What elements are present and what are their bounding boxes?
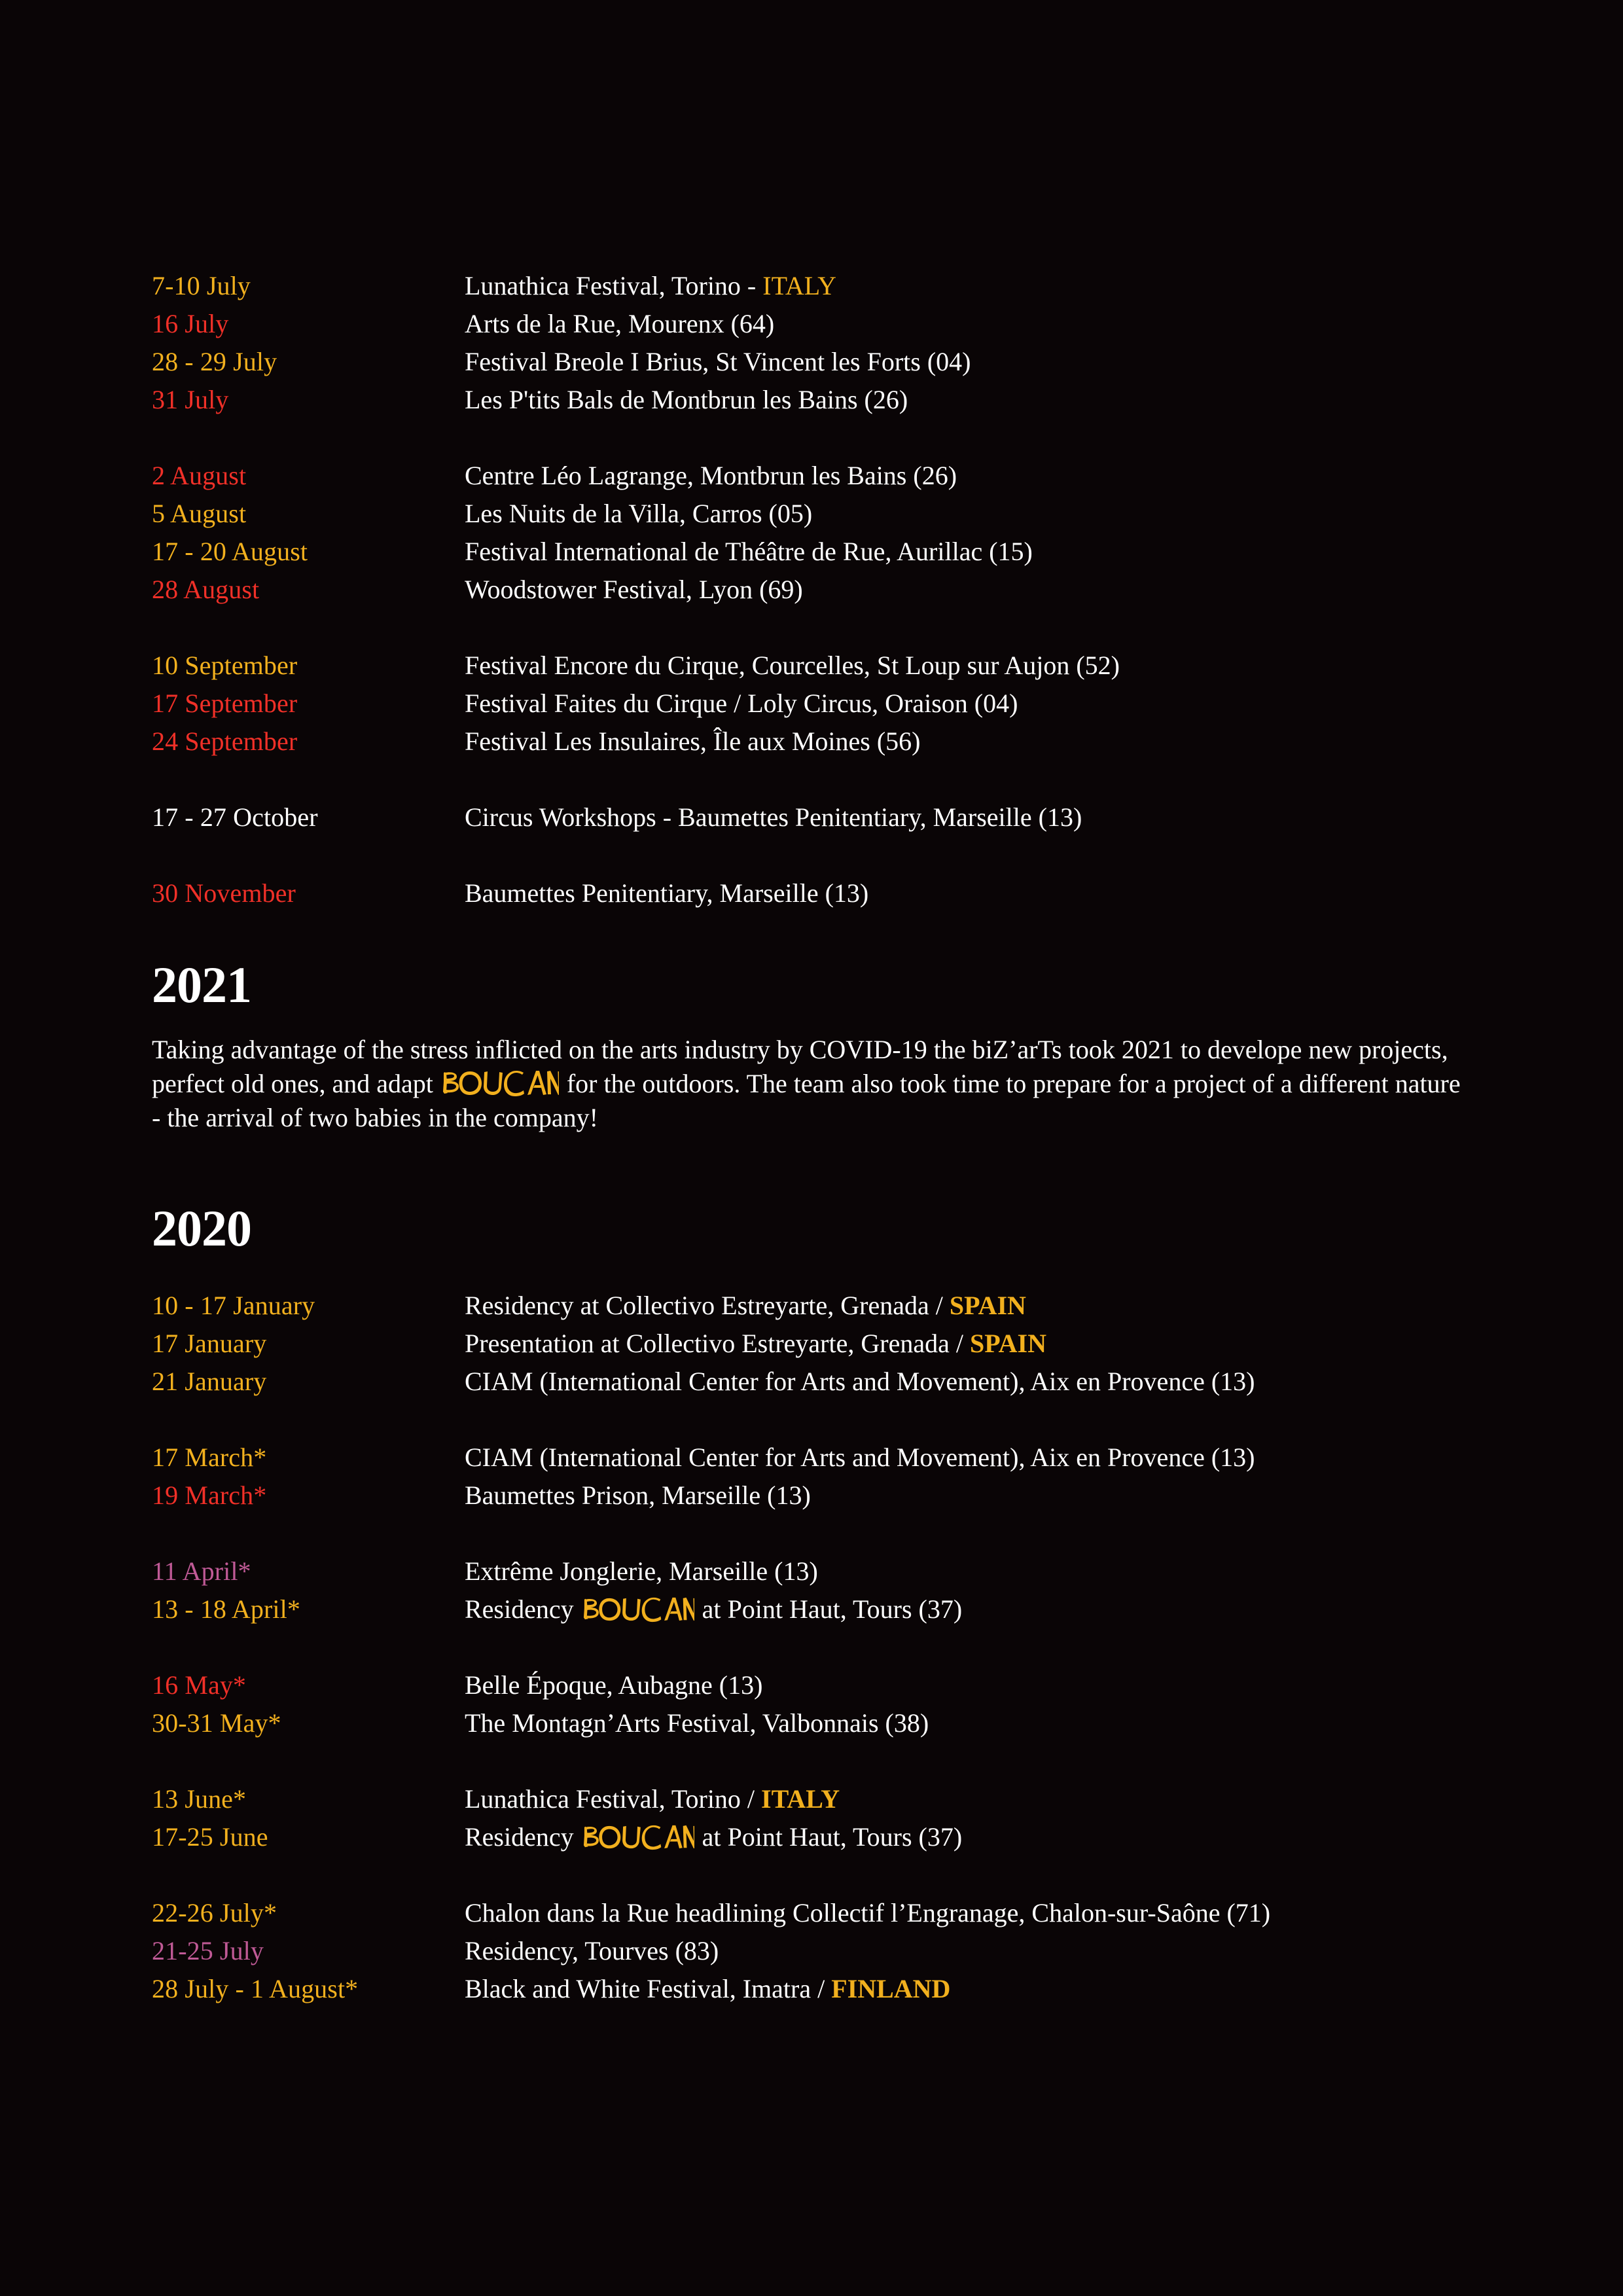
event-description-text: Les Nuits de la Villa, Carros (05) — [465, 499, 813, 528]
schedule-row — [152, 1477, 1474, 1515]
country-highlight: ITALY — [762, 271, 837, 300]
boucan-logo — [441, 1069, 559, 1098]
event-date: 28 - 29 July — [152, 347, 277, 376]
schedule-group-gap — [152, 1628, 1474, 1666]
event-date: 31 July — [152, 385, 229, 414]
event-date: 28 July - 1 August* — [152, 1974, 359, 2003]
event-description-text: Extrême Jonglerie, Marseille (13) — [465, 1556, 818, 1586]
country-highlight: FINLAND — [831, 1974, 951, 2003]
schedule-row — [152, 305, 1474, 343]
event-description — [465, 571, 1474, 609]
paragraph-text-part1: Taking advantage of the stress inflicted on the arts industry by COVID-19 the biZ’arTs took 2021 to develope new projects, perfect old ones, and adapt — [152, 1035, 1448, 1098]
event-description-text: Residency — [465, 1594, 580, 1624]
event-description-text: Centre Léo Lagrange, Montbrun les Bains (26) — [465, 461, 957, 490]
schedule-group-gap — [152, 1742, 1474, 1780]
event-date: 11 April* — [152, 1556, 251, 1586]
event-description-text: Belle Époque, Aubagne (13) — [465, 1670, 763, 1700]
event-description-text: Baumettes Penitentiary, Marseille (13) — [465, 878, 869, 908]
event-description-text: Residency — [465, 1822, 580, 1852]
event-date: 30-31 May* — [152, 1708, 281, 1738]
event-description — [465, 343, 1474, 381]
event-description-text: Residency, Tourves (83) — [465, 1936, 719, 1965]
paragraph-text-part2: for the outdoors. The team also took time to prepare for a project of a different nature - the arrival of two babies in the company! — [152, 1069, 1461, 1132]
event-description — [465, 647, 1474, 685]
page-content — [152, 267, 1474, 2008]
event-date: 16 May* — [152, 1670, 247, 1700]
event-date: 17 - 27 October — [152, 802, 318, 832]
event-description — [465, 1477, 1474, 1515]
schedule-group-gap — [152, 419, 1474, 457]
event-date: 24 September — [152, 726, 298, 756]
event-description — [465, 495, 1474, 533]
schedule-row — [152, 571, 1474, 609]
event-date: 13 - 18 April* — [152, 1594, 300, 1624]
event-description — [465, 1932, 1474, 1970]
event-description-text: Woodstower Festival, Lyon (69) — [465, 575, 803, 604]
schedule-group-gap — [152, 609, 1474, 647]
section-2021-paragraph — [152, 1033, 1467, 1135]
year-heading-2021: 2021 — [152, 956, 251, 1013]
event-date: 10 September — [152, 651, 298, 680]
event-description — [465, 723, 1474, 761]
schedule-row — [152, 495, 1474, 533]
schedule-row — [152, 1780, 1474, 1818]
event-description — [465, 1704, 1474, 1742]
event-date: 22-26 July* — [152, 1898, 277, 1928]
event-description — [465, 1894, 1474, 1932]
schedule-row — [152, 1325, 1474, 1363]
schedule-group-gap — [152, 761, 1474, 798]
event-description-text: The Montagn’Arts Festival, Valbonnais (38) — [465, 1708, 929, 1738]
event-description — [465, 381, 1474, 419]
event-description-text: Festival Breole I Brius, St Vincent les Forts (04) — [465, 347, 971, 376]
event-description — [465, 1552, 1474, 1590]
schedule-row — [152, 1666, 1474, 1704]
schedule-row — [152, 381, 1474, 419]
event-description-text: Festival Encore du Cirque, Courcelles, St Loup sur Aujon (52) — [465, 651, 1120, 680]
year-heading-2020: 2020 — [152, 1200, 251, 1257]
schedule-row — [152, 1552, 1474, 1590]
schedule-2020 — [152, 1287, 1474, 2008]
event-description — [465, 1818, 1474, 1856]
schedule-row — [152, 647, 1474, 685]
event-description-text: Chalon dans la Rue headlining Collectif l’Engranage, Chalon-sur-Saône (71) — [465, 1898, 1271, 1928]
event-date: 19 March* — [152, 1480, 267, 1510]
event-date: 28 August — [152, 575, 260, 604]
event-description — [465, 798, 1474, 836]
event-description-text-cont: at Point Haut, Tours (37) — [695, 1822, 963, 1852]
event-description — [465, 1666, 1474, 1704]
schedule-row — [152, 1894, 1474, 1932]
event-description-text: Festival International de Théâtre de Rue, Aurillac (15) — [465, 537, 1033, 566]
event-description — [465, 267, 1474, 305]
event-date: 17 - 20 August — [152, 537, 308, 566]
event-description — [465, 533, 1474, 571]
schedule-row — [152, 1363, 1474, 1401]
event-description — [465, 1590, 1474, 1628]
schedule-row — [152, 267, 1474, 305]
event-date: 17-25 June — [152, 1822, 268, 1852]
event-description — [465, 1287, 1474, 1325]
schedule-group-gap — [152, 1515, 1474, 1552]
schedule-row — [152, 1818, 1474, 1856]
country-highlight: SPAIN — [949, 1291, 1026, 1320]
event-date: 2 August — [152, 461, 247, 490]
schedule-row — [152, 1590, 1474, 1628]
event-description — [465, 874, 1474, 912]
event-description-text: Presentation at Collectivo Estreyarte, Grenada / — [465, 1329, 970, 1358]
boucan-logo — [582, 1823, 694, 1851]
schedule-row — [152, 1704, 1474, 1742]
event-description-text: Residency at Collectivo Estreyarte, Grenada / — [465, 1291, 950, 1320]
event-description-text: CIAM (International Center for Arts and Movement), Aix en Provence (13) — [465, 1367, 1255, 1396]
schedule-row — [152, 533, 1474, 571]
schedule-row — [152, 343, 1474, 381]
event-date: 21 January — [152, 1367, 267, 1396]
section-2021 — [152, 956, 1474, 1135]
event-description-text: Lunathica Festival, Torino / — [465, 1784, 762, 1814]
event-date: 30 November — [152, 878, 296, 908]
event-description-text: Les P'tits Bals de Montbrun les Bains (26) — [465, 385, 908, 414]
schedule-row — [152, 1932, 1474, 1970]
event-description-text: Arts de la Rue, Mourenx (64) — [465, 309, 775, 338]
event-description — [465, 305, 1474, 343]
event-date: 21-25 July — [152, 1936, 264, 1965]
schedule-row — [152, 1970, 1474, 2008]
event-description — [465, 457, 1474, 495]
event-description-text: Baumettes Prison, Marseille (13) — [465, 1480, 811, 1510]
event-description — [465, 1363, 1474, 1401]
boucan-logo — [582, 1596, 694, 1623]
country-highlight: ITALY — [761, 1784, 840, 1814]
schedule-row — [152, 457, 1474, 495]
schedule-group-gap — [152, 836, 1474, 874]
event-date: 17 September — [152, 689, 298, 718]
event-description-text-cont: at Point Haut, Tours (37) — [695, 1594, 963, 1624]
event-date: 5 August — [152, 499, 247, 528]
event-date: 13 June* — [152, 1784, 247, 1814]
schedule-group-gap — [152, 1856, 1474, 1894]
event-date: 7-10 July — [152, 271, 251, 300]
schedule-row — [152, 1439, 1474, 1477]
schedule-row — [152, 685, 1474, 723]
event-description-text: Festival Les Insulaires, Île aux Moines (56) — [465, 726, 921, 756]
event-description — [465, 1325, 1474, 1363]
event-description-text: Lunathica Festival, Torino - — [465, 271, 763, 300]
event-description-text: CIAM (International Center for Arts and Movement), Aix en Provence (13) — [465, 1443, 1255, 1472]
event-description-text: Black and White Festival, Imatra / — [465, 1974, 832, 2003]
schedule-row — [152, 723, 1474, 761]
schedule-row — [152, 798, 1474, 836]
event-date: 17 March* — [152, 1443, 267, 1472]
event-description-text: Festival Faites du Cirque / Loly Circus, Oraison (04) — [465, 689, 1018, 718]
schedule-row — [152, 874, 1474, 912]
country-highlight: SPAIN — [969, 1329, 1047, 1358]
event-description — [465, 685, 1474, 723]
event-description — [465, 1780, 1474, 1818]
event-date: 16 July — [152, 309, 229, 338]
event-date: 10 - 17 January — [152, 1291, 315, 1320]
event-date: 17 January — [152, 1329, 267, 1358]
schedule-row — [152, 1287, 1474, 1325]
event-description — [465, 1439, 1474, 1477]
event-description — [465, 1970, 1474, 2008]
section-2020 — [152, 1200, 1474, 2008]
schedule-2022 — [152, 267, 1474, 912]
event-description-text: Circus Workshops - Baumettes Penitentiary, Marseille (13) — [465, 802, 1082, 832]
schedule-group-gap — [152, 1401, 1474, 1439]
